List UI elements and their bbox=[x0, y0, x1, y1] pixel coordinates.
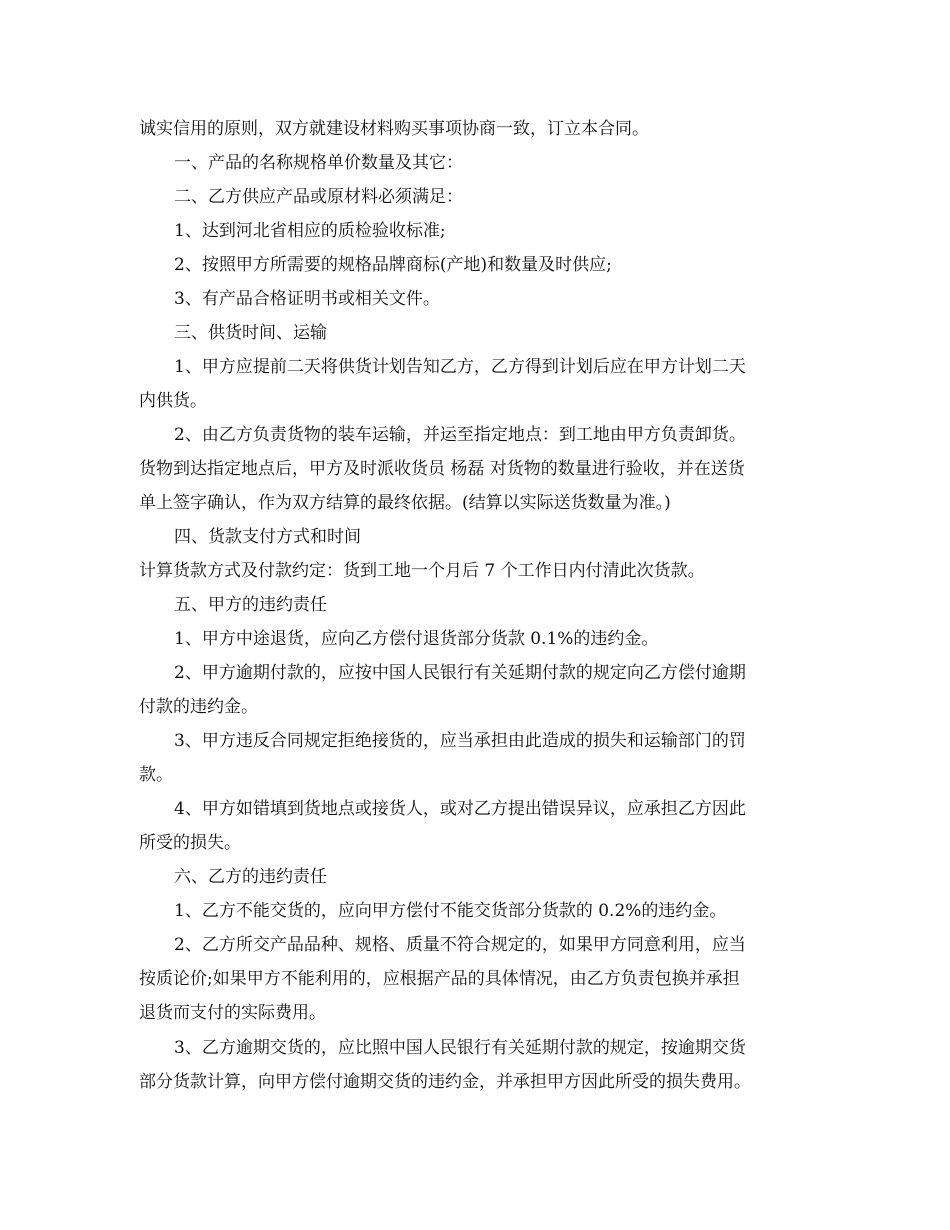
section-heading: 二、乙方供应产品或原材料必须满足： bbox=[174, 187, 463, 207]
clause-item: 2、按照甲方所需要的规格品牌商标(产地)和数量及时供应; bbox=[174, 255, 612, 275]
contract-text-line: 按质论价;如果甲方不能利用的，应根据产品的具体情况，由乙方负责包换并承担 bbox=[139, 969, 740, 989]
clause-item: 1、乙方不能交货的，应向甲方偿付不能交货部分货款的 0.2%的违约金。 bbox=[174, 901, 727, 921]
clause-item: 2、乙方所交产品品种、规格、质量不符合规定的，如果甲方同意利用，应当 bbox=[174, 935, 746, 955]
contract-text-line: 货物到达指定地点后，甲方及时派收货员 杨磊 对货物的数量进行验收，并在送货 bbox=[139, 459, 745, 479]
contract-text-line: 退货而支付的实际费用。 bbox=[139, 1003, 326, 1023]
clause-item: 1、达到河北省相应的质检验收标准; bbox=[174, 221, 446, 241]
contract-text-line: 部分货款计算，向甲方偿付逾期交货的违约金，并承担甲方因此所受的损失费用。 bbox=[139, 1072, 751, 1092]
clause-item: 2、由乙方负责货物的装车运输，并运至指定地点：到工地由甲方负责卸货。 bbox=[174, 425, 746, 445]
contract-text-line: 款。 bbox=[139, 765, 173, 785]
contract-text-line: 计算货款方式及付款约定：货到工地一个月后 7 个工作日内付清此次货款。 bbox=[139, 561, 705, 581]
section-heading: 五、甲方的违约责任 bbox=[174, 595, 327, 615]
section-heading: 四、货款支付方式和时间 bbox=[174, 527, 361, 547]
clause-item: 1、甲方应提前二天将供货计划告知乙方，乙方得到计划后应在甲方计划二天 bbox=[174, 357, 746, 377]
contract-text-line: 付款的违约金。 bbox=[139, 697, 258, 717]
section-heading: 一、产品的名称规格单价数量及其它： bbox=[174, 153, 463, 173]
section-heading: 六、乙方的违约责任 bbox=[174, 867, 327, 887]
contract-text-line: 内供货。 bbox=[139, 391, 207, 411]
clause-item: 3、乙方逾期交货的，应比照中国人民银行有关延期付款的规定，按逾期交货 bbox=[174, 1038, 746, 1058]
clause-item: 3、有产品合格证明书或相关文件。 bbox=[174, 289, 440, 309]
clause-item: 1、甲方中途退货，应向乙方偿付退货部分货款 0.1%的违约金。 bbox=[174, 629, 659, 649]
clause-item: 2、甲方逾期付款的，应按中国人民银行有关延期付款的规定向乙方偿付逾期 bbox=[174, 663, 746, 683]
contract-text-line: 单上签字确认，作为双方结算的最终依据。(结算以实际送货数量为准。) bbox=[139, 493, 671, 513]
clause-item: 3、甲方违反合同规定拒绝接货的，应当承担由此造成的损失和运输部门的罚 bbox=[174, 731, 746, 751]
section-heading: 三、供货时间、运输 bbox=[174, 323, 327, 343]
contract-text-line: 诚实信用的原则，双方就建设材料购买事项协商一致，订立本合同。 bbox=[139, 119, 649, 139]
contract-text-line: 所受的损失。 bbox=[139, 833, 241, 853]
clause-item: 4、甲方如错填到货地点或接货人，或对乙方提出错误异议，应承担乙方因此 bbox=[174, 799, 746, 819]
